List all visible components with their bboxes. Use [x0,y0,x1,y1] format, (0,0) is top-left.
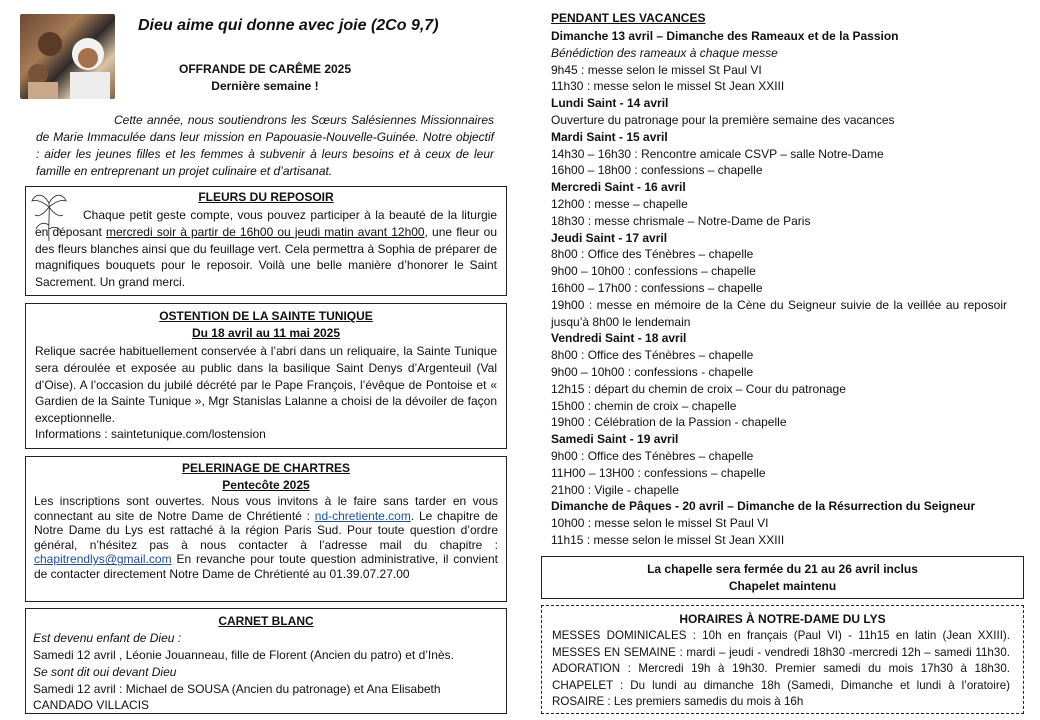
schedule-line: Ouverture du patronage pour la première semaine des vacances [551,112,895,127]
horaires-title: HORAIRES À NOTRE-DAME DU LYS [679,612,886,626]
nuns-photo [20,14,115,99]
schedule-day-heading: Samedi Saint - 19 avril [551,432,679,447]
fermeture-box [541,556,1024,599]
schedule-line: 16h00 – 17h00 : confessions – chapelle [551,280,763,295]
schedule-line: 11h30 : messe selon le missel St Jean XXIII [551,79,785,94]
fleurs-text-deadline: mercredi soir à partir de 16h00 ou jeudi matin avant 12h00 [105,224,425,239]
vacances-schedule [551,28,1007,549]
fermeture-line-2: Chapelet maintenu [728,579,837,593]
schedule-line: 18h30 : messe chrismale – Notre-Dame de Paris [551,213,811,228]
schedule-day-heading: Mardi Saint - 15 avril [551,129,668,144]
pelerinage-box [25,456,507,602]
page-title: Dieu aime qui donne avec joie (2Co 9,7) [138,17,439,34]
horaires-text: MESSES DOMINICALES : 10h en français (Paul VI) - 11h15 en latin (Jean XXIII). MESSES EN SEMAINE : mardi – jeudi - vendredi 18h30 -mercredi 12h – samedi 11h30. ADORATION : Mercredi 19h à 19h30. Premier samedi du mois 17h30 à 18h30. CHAPELET : Du lundi au dimanche 18h (Samedi, Dimanche et lundi à l’oratoire) ROSAIRE : Les premiers samedis du mois à 16h [552,629,1010,708]
carnet-line-3: Se sont dit oui devant Dieu [33,665,177,679]
nd-chretiente-link[interactable]: nd-chretiente.com [314,508,411,523]
schedule-line: 11h15 : messe selon le missel St Jean XXIII [551,532,785,547]
schedule-day-heading: Dimanche de Pâques - 20 avril – Dimanche de la Résurrection du Seigneur [551,499,976,514]
pelerinage-title: PELERINAGE DE CHARTRES [181,461,351,475]
fleurs-text [35,207,497,291]
schedule-line: 16h00 – 18h00 : confessions – chapelle [551,163,763,178]
pelerinage-text-c: En revanche pour toute question administrative, il convient de contacter directement Notre Dame de Chrétienté au 01.39.07.27.00 [34,552,498,581]
schedule-line: Bénédiction des rameaux à chaque messe [551,45,778,60]
chapitre-email-link[interactable]: chapitrendlys@gmail.com [34,552,172,567]
ostension-info: Informations : saintetunique.com/lostension [35,427,266,441]
pelerinage-text [34,494,498,582]
schedule-line: 9h45 : messe selon le missel St Paul VI [551,62,762,77]
schedule-day-heading: Jeudi Saint - 17 avril [551,230,668,245]
fleurs-title: FLEURS DU REPOSOIR [198,190,334,204]
pelerinage-text-b: . Le chapitre de Notre Dame du Lys est rattaché à la région Paris Sud. Pour toute question d’ordre général, n’hésitez pas à nous contacter à l’adresse mail du chapitre : [34,508,498,552]
fleurs-box [25,186,507,296]
fermeture-line-1: La chapelle sera fermée du 21 au 26 avril inclus [647,562,918,576]
carnet-line-1: Est devenu enfant de Dieu : [33,631,182,645]
vacances-title: PENDANT LES VACANCES [551,11,706,25]
offrande-intro: Cette année, nous soutiendrons les Sœurs Salésiennes Missionnaires de Marie Immaculée dans leur mission en Papouasie-Nouvelle-Guinée. Notre objectif : aider les jeunes filles et les femmes à subvenir à leurs besoins et à ceux de leur famille en entreprenant un projet culinaire et d’artisanat. [36,113,494,178]
schedule-line: 21h00 : Vigile - chapelle [551,482,679,497]
ostension-dates: Du 18 avril au 11 mai 2025 [191,326,341,340]
schedule-line: 12h15 : départ du chemin de croix – Cour du patronage [551,381,846,396]
carnet-line-2: Samedi 12 avril , Léonie Jouanneau, fille de Florent (Ancien du patro) et d’Inès. [33,648,454,662]
schedule-line: 19h00 : messe en mémoire de la Cène du Seigneur suivie de la veillée au reposoir jusqu’à 8h00 le lendemain [551,297,1007,329]
carnet-box [25,608,507,714]
schedule-line: 15h00 : chemin de croix – chapelle [551,398,737,413]
offrande-subtitle: Dernière semaine ! [211,79,319,93]
fleurs-text-a: Chaque petit geste compte, vous pouvez participer à la beauté de la liturgie en déposant [35,208,497,239]
fleurs-text-b: , une fleur ou des fleurs blanches ainsi que du feuillage vert. Cela permettra à Sophia de préparer de magnifiques bouquets pour le reposoir. Voilà une belle manière d’honorer le Saint Sacrement. Un grand merci. [35,224,497,290]
ostension-title: OSTENTION DE LA SAINTE TUNIQUE [159,309,373,323]
offrande-title: OFFRANDE DE CARÊME 2025 [178,62,352,76]
schedule-line: 9h00 – 10h00 : confessions – chapelle [551,264,756,279]
carnet-line-5: CANDADO VILLACIS [33,698,150,712]
schedule-day-heading: Mercredi Saint - 16 avril [551,180,686,195]
schedule-day-heading: Lundi Saint - 14 avril [551,96,669,111]
pelerinage-subtitle: Pentecôte 2025 [222,478,310,492]
carnet-line-4: Samedi 12 avril : Michael de SOUSA (Ancien du patronage) et Ana Elisabeth [33,682,441,696]
schedule-line: 19h00 : Célébration de la Passion - chapelle [551,415,787,430]
carnet-title: CARNET BLANC [218,614,314,628]
schedule-line: 9h00 : Office des Ténèbres – chapelle [551,448,754,463]
schedule-day-heading: Dimanche 13 avril – Dimanche des Rameaux et de la Passion [551,29,899,43]
schedule-line: 12h00 : messe – chapelle [551,196,688,211]
ostension-box [25,303,507,449]
horaires-box [541,605,1024,714]
schedule-line: 11H00 – 13H00 : confessions – chapelle [551,465,766,480]
schedule-line: 8h00 : Office des Ténèbres – chapelle [551,348,754,363]
schedule-line: 14h30 – 16h30 : Rencontre amicale CSVP – salle Notre-Dame [551,146,884,161]
pelerinage-text-a: Les inscriptions sont ouvertes. Nous vous invitons à le faire sans tarder en vous connectant au site de Notre Dame de Chrétienté : [34,494,498,523]
ostension-text: Relique sacrée habituellement conservée à l’abri dans un reliquaire, la Sainte Tunique sera déroulée et exposée au public dans la basilique Saint Denys d’Argenteuil (Val d’Oise). A l’occasion du jubilé décrété par le Pape François, l’évêque de Pontoise et « Gardien de la Sainte Tunique », Mgr Stanislas Lalanne a choisi de la dévoiler de façon exceptionnelle. [35,344,497,426]
schedule-line: 8h00 : Office des Ténèbres – chapelle [551,247,754,262]
schedule-line: 9h00 – 10h00 : confessions - chapelle [551,364,754,379]
schedule-day-heading: Vendredi Saint - 18 avril [551,331,687,346]
schedule-line: 10h00 : messe selon le missel St Paul VI [551,516,769,531]
